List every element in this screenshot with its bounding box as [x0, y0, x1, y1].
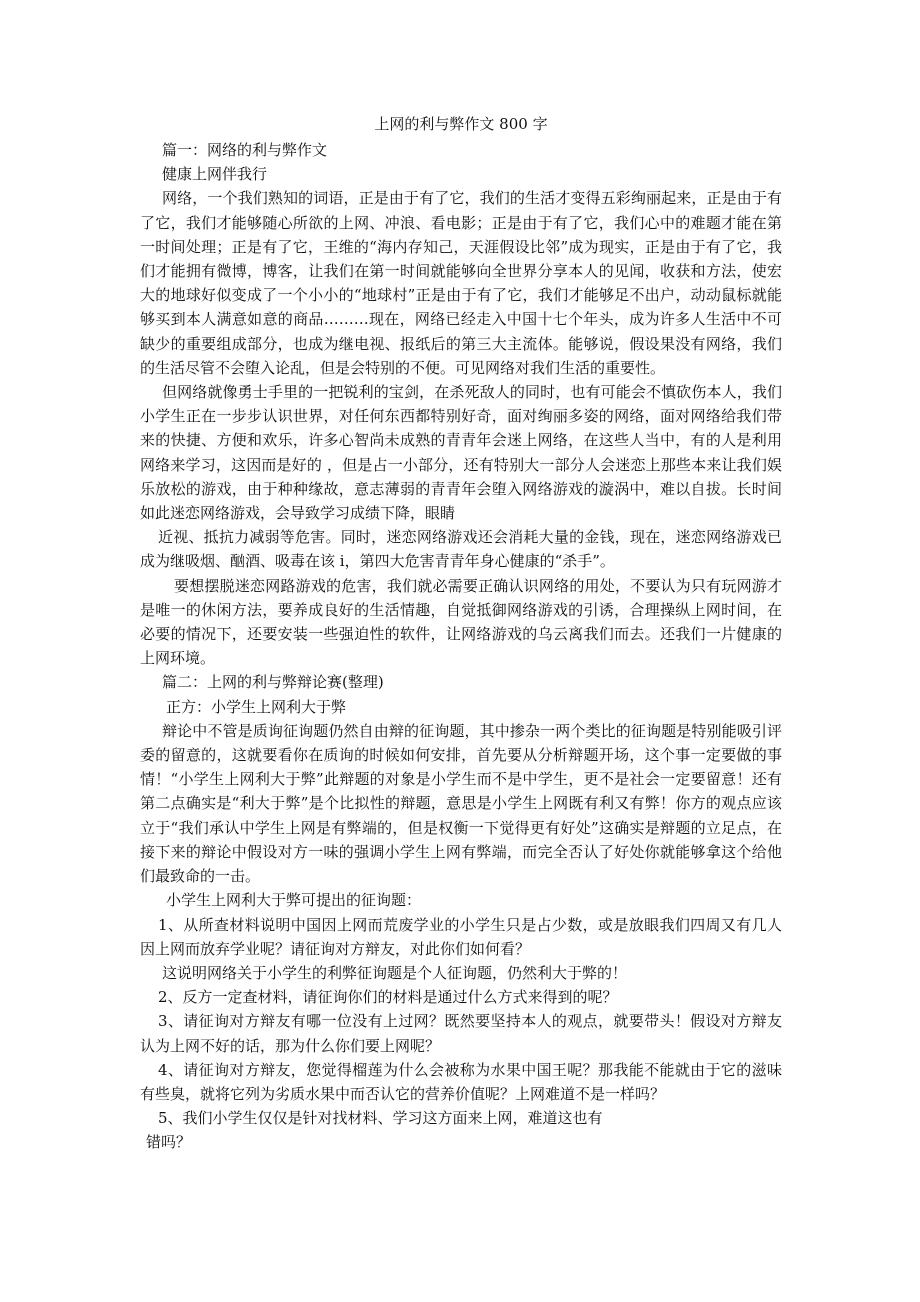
- question-4: 4、请征询对方辩友，您觉得榴莲为什么会被称为水果中国王呢？那我能不能就由于它的滋味有些臭，就将它列为劣质水果中而否认它的营养价值呢？上网难道不是一样吗？: [140, 1060, 782, 1103]
- question-1: 1、从所查材料说明中国因上网而荒废学业的小学生只是占少数，或是放眼我们四周又有几人因上网而放弃学业呢？请征询对方辩友，对此你们如何看？: [140, 915, 782, 958]
- questions-heading: 小学生上网利大于弊可提出的征询题：: [166, 891, 422, 910]
- question-5: 5、我们小学生仅仅是针对找材料、学习这方面来上网，难道这也有: [158, 1109, 603, 1128]
- section1-paragraph-2: 但网络就像勇士手里的一把锐利的宝剑，在杀死敌人的同时，也有可能会不慎砍伤本人，我们小学生正在一步步认识世界，对任何东西都特别好奇，面对绚丽多姿的网络，面对网络给我们带来的快捷、方便和欢乐，许多心智尚未成熟的青青年会迷上网络，在这些人当中，有的人是利用网络来学习，这因而是好的 ，但是占一小部分，还有特别大一部分人会迷恋上那些本来让我们娱乐放松的游戏，由于种种缘故，意志薄弱的青青年会堕入网络游戏的漩涡中，难以自拔。长时间如此迷恋网络游戏，会导致学习成绩下降，眼睛: [140, 383, 782, 523]
- section1-paragraph-1: 网络，一个我们熟知的词语，正是由于有了它，我们的生活才变得五彩绚丽起来，正是由于有了它，我们才能够随心所欲的上网、冲浪、看电影；正是由于有了它，我们心中的难题才能在第一时间处理；正是有了它，王维的“海内存知己，天涯假设比邻”成为现实，正是由于有了它，我们才能拥有微博，博客，让我们在第一时间就能够向全世界分享本人的见闻，收获和方法，使宏大的地球好似变成了一个小小的“地球村”正是由于有了它，我们才能够足不出户，动动鼠标就能够买到本人满意如意的商品………现在，网络已经走入中国十七个年头，成为许多人生活中不可缺少的重要组成部分，也成为继电视、报纸后的第三大主流体。能够说，假设果没有网络，我们的生活尽管不会堕入论乱，但是会特别的不便。可见网络对我们生活的重要性。: [140, 189, 782, 377]
- section2-paragraph: 辩论中不管是质询征询题仍然自由辩的征询题，其中掺杂一两个类比的征询题是特别能吸引评委的留意的，这就要看你在质询的时候如何安排，首先要从分析辩题开场，这个事一定要做的事情！“小学生上网利大于弊”此辩题的对象是小学生而不是中学生，更不是社会一定要留意！还有第二点确实是“利大于弊”是个比拟性的辩题，意思是小学生上网既有利又有弊！你方的观点应该立于“我们承认中学生上网是有弊端的，但是权衡一下觉得更有好处”这确实是辩题的立足点，在接下来的辩论中假设对方一味的强调小学生上网有弊端，而完全否认了好处你就能够拿这个给他们最致命的一击。: [140, 721, 782, 886]
- question-1-note: 这说明网络关于小学生的利弊征询题是个人征询题，仍然利大于弊的！: [162, 963, 628, 982]
- section1-paragraph-3: 近视、抵抗力减弱等危害。同时，迷恋网络游戏还会消耗大量的金钱，现在，迷恋网络游戏已成为继吸烟、酗酒、吸毒在该 i，第四大危害青青年身心健康的“杀手”。: [140, 528, 782, 571]
- question-5-continued: 错吗？: [146, 1133, 192, 1152]
- question-3: 3、请征询对方辩友有哪一位没有上过网？既然要坚持本人的观点，就要带头！假设对方辩友认为上网不好的话，那为什么你们要上网呢？: [140, 1012, 782, 1055]
- section2-subtitle: 正方：小学生上网利大于弊: [166, 697, 347, 716]
- question-2: 2、反方一定查材料，请征询你们的材料是通过什么方式来得到的呢？: [158, 988, 618, 1007]
- section1-heading: 篇一：网络的利与弊作文: [162, 141, 328, 159]
- document-title: 上网的利与弊作文 800 字: [374, 115, 548, 133]
- section2-heading: 篇二：上网的利与弊辩论赛(整理): [162, 673, 384, 692]
- section1-paragraph-4: 要想摆脱迷恋网路游戏的危害，我们就必需要正确认识网络的用处，不要认为只有玩网游才是唯一的休闲方法，要养成良好的生活情趣，自觉抵御网络游戏的引诱，合理操纵上网时间，在必要的情况下，还要安装一些强迫性的软件，让网络游戏的乌云离我们而去。还我们一片健康的上网环境。: [140, 576, 782, 668]
- section1-subtitle: 健康上网伴我行: [162, 165, 268, 184]
- document-page: [140, 112, 782, 1155]
